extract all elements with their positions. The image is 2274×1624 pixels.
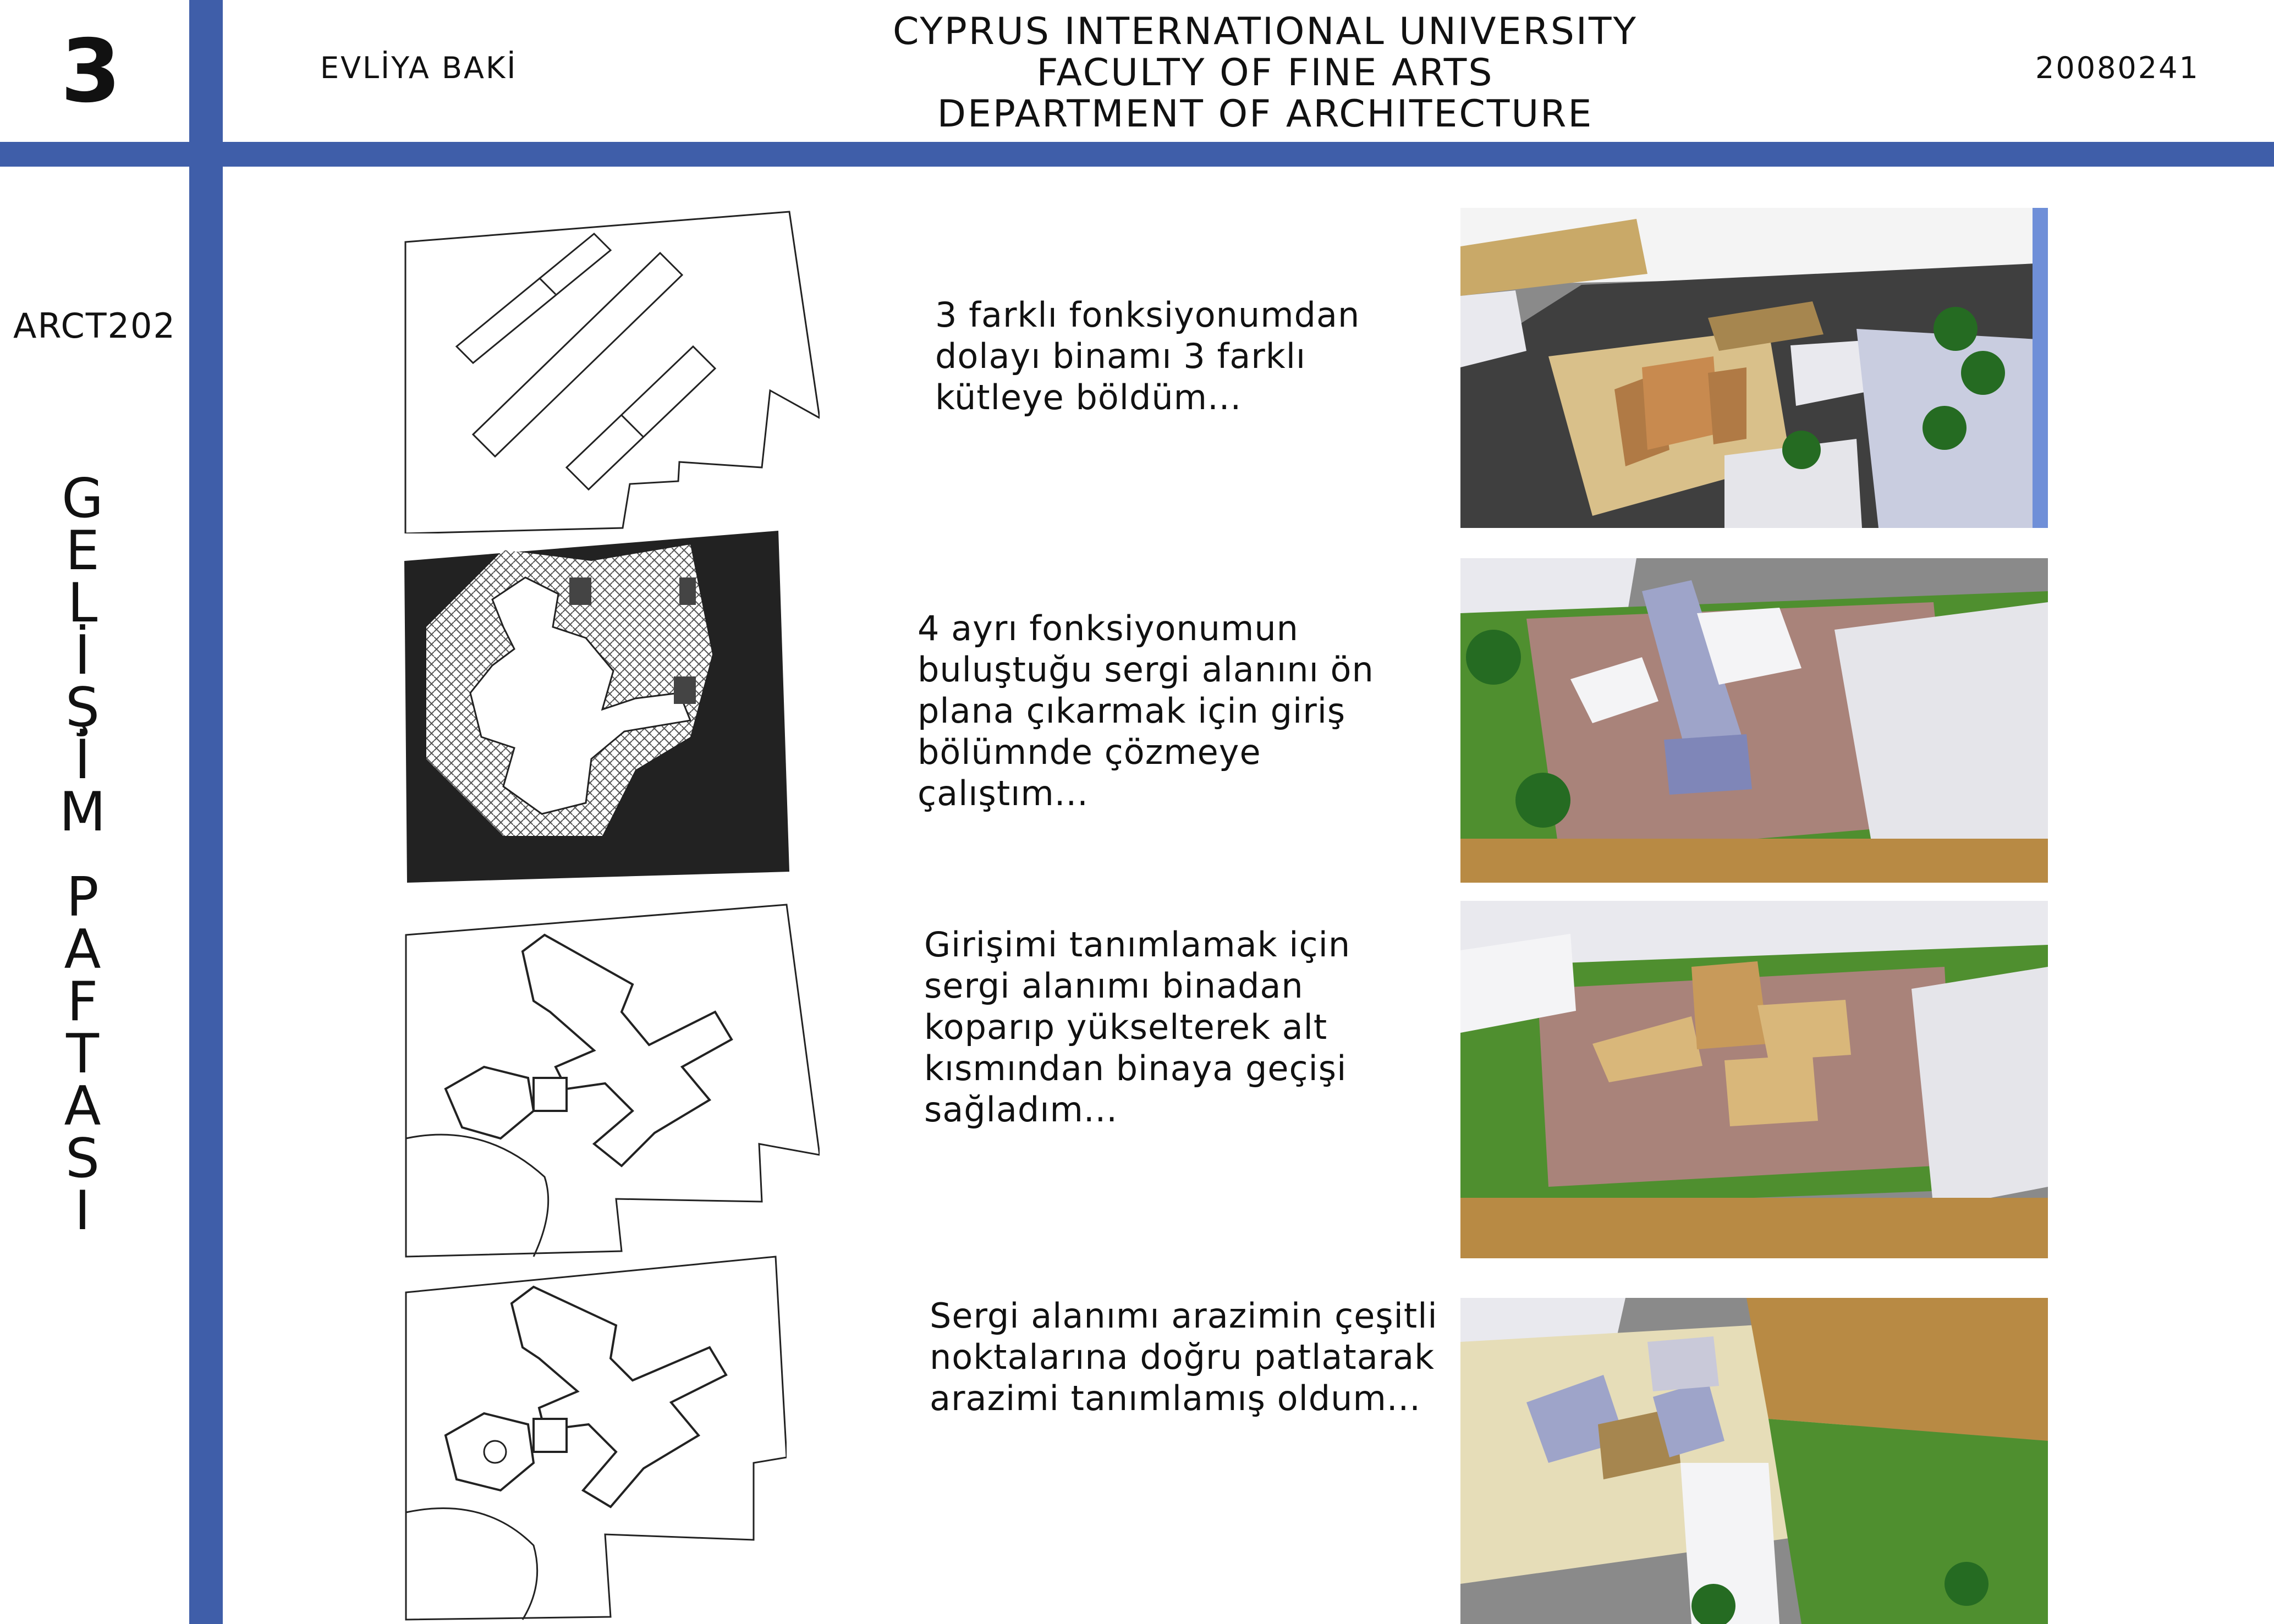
plan-drawing-3 [402, 902, 820, 1259]
title-letter: G [62, 467, 103, 530]
3d-render-3 [1460, 901, 2048, 1258]
title-letter: İ [74, 729, 91, 791]
note-line: çalıştım... [918, 773, 1089, 813]
note-line: buluştuğu sergi alanını ön [918, 649, 1374, 690]
header-faculty: FACULTY OF FINE ARTS [1036, 51, 1494, 95]
title-letter: A [64, 918, 101, 981]
left-vertical-bar [189, 0, 223, 1624]
student-id: 20080241 [2035, 51, 2200, 85]
step-note-2 [918, 608, 1374, 814]
title-letter: M [59, 781, 106, 844]
title-letter: S [65, 1127, 100, 1190]
note-line: sergi alanımı binadan [924, 966, 1304, 1006]
3d-render-4 [1460, 1298, 2048, 1624]
course-code: ARCT202 [13, 306, 176, 346]
title-letter: I [74, 1180, 91, 1242]
note-line: dolayı binamı 3 farklı [935, 336, 1306, 376]
note-line: kısmından binaya geçişi [924, 1048, 1347, 1088]
vertical-sheet-title [55, 467, 110, 1242]
note-line: Sergi alanımı arazimin çeşitli [930, 1296, 1438, 1336]
note-line: koparıp yükselterek alt [924, 1007, 1328, 1047]
title-letter: E [65, 520, 100, 582]
header-department: DEPARTMENT OF ARCHITECTURE [937, 92, 1594, 136]
note-line: Girişimi tanımlamak için [924, 924, 1351, 965]
institution-header [770, 11, 1760, 135]
note-line: kütleye böldüm... [935, 377, 1242, 417]
note-line: plana çıkarmak için giriş [918, 691, 1346, 731]
note-line: bölümnde çözmeye [918, 732, 1261, 772]
note-line: noktalarına doğru patlatarak [930, 1337, 1435, 1377]
step-note-1 [935, 294, 1360, 418]
step-note-4 [930, 1295, 1438, 1419]
student-name: EVLİYA BAKİ [320, 51, 518, 85]
title-letter: L [67, 572, 98, 635]
3d-render-1 [1460, 208, 2048, 528]
sheet-number: 3 [61, 21, 121, 122]
note-line: 3 farklı fonksiyonumdan [935, 295, 1360, 335]
plan-drawing-4 [402, 1254, 787, 1622]
title-letter: Ş [65, 676, 100, 739]
note-line: arazimi tanımlamış oldum... [930, 1378, 1421, 1418]
title-letter: T [66, 1023, 99, 1086]
header-horizontal-bar [0, 142, 2274, 167]
plan-drawing-2 [404, 528, 789, 883]
title-letter: P [66, 866, 99, 929]
title-letter: F [67, 971, 98, 1033]
header-university: CYPRUS INTERNATIONAL UNIVERSITY [892, 10, 1638, 53]
step-note-3 [924, 924, 1350, 1130]
note-line: 4 ayrı fonksiyonumun [918, 608, 1299, 648]
title-letter: A [64, 1075, 101, 1138]
plan-drawing-1 [402, 209, 820, 533]
title-letter: İ [74, 624, 91, 687]
3d-render-2 [1460, 558, 2048, 883]
note-line: sağladım... [924, 1089, 1118, 1130]
